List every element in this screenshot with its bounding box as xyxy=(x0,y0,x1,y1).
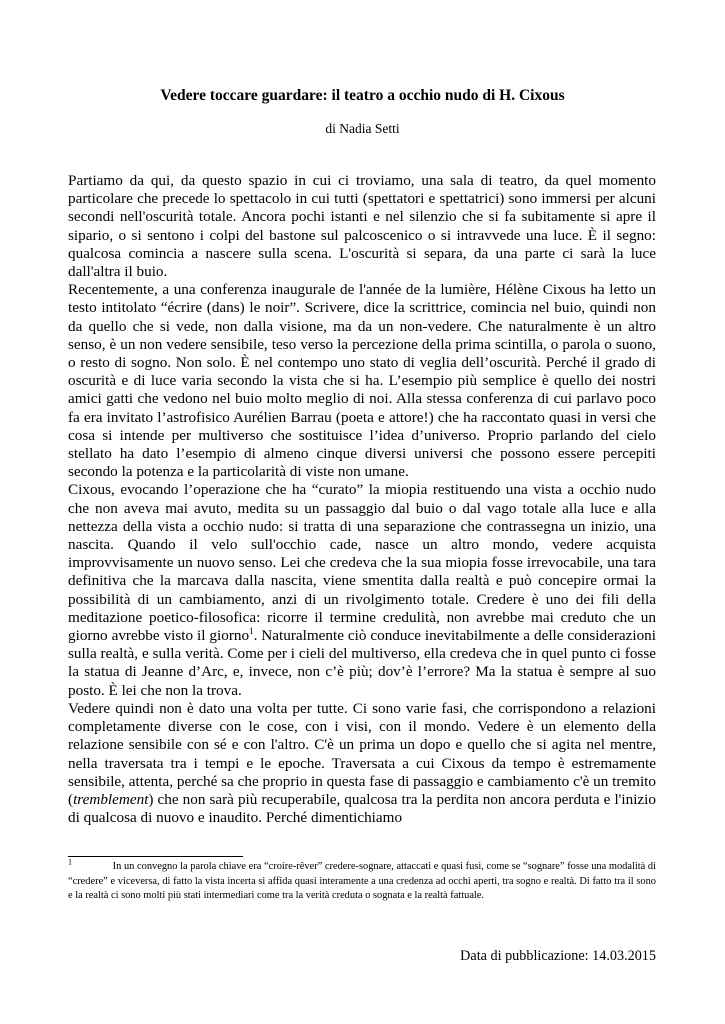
footnote-reference[interactable]: 1 xyxy=(249,626,254,637)
footnote-divider xyxy=(68,856,243,857)
paragraph-4-text-b: ) che non sarà più recuperabile, qualcosa tra la perdita non ancora perduta e l'inizio di qualcosa di nuovo e inaudito. Perché dimentichiamo xyxy=(68,790,656,827)
paragraph-1: Partiamo da qui, da questo spazio in cui ci troviamo, una sala di teatro, da quel momento particolare che precede lo spettacolo in cui tutti (spettatori e spettatrici) sono immersi per alcuni secondi nell'oscurità totale. Ancora pochi istanti e nel silenzio che si fa subitamente si apre il sipario, o si sentono i colpi del bastone sul palcoscenico o si intravvede una luce. È il segno: qualcosa comincia a nascere sulla scena. L'oscurità si separa, da una parte ci sarà la luce dall'altra il buio. xyxy=(68,172,656,281)
author-byline: di Nadia Setti xyxy=(325,121,400,136)
italic-term: tremblement xyxy=(73,790,149,808)
paragraph-3-text-a: Cixous, evocando l’operazione che ha “curato” la miopia restituendo una vista a occhio nudo che non aveva mai avuto, medita su un passaggio dal buio o dal vago totale alla luce e alla nettezza della vista a occhio nudo: si tratta di una separazione che contrassegna un inizio, una nascita. Quando il velo sull'occhio cade, nasce un altro mondo, vedere acquista improvvisamente un nuovo senso. Lei che credeva che la sua miopia fosse irrevocabile, una tara definitiva che la marcava dalla nascita, viene smentita dalla realtà e può concepire ormai la possibilità di un cambiamento, anzi di un rivolgimento totale. Credere è uno dei fili della meditazione poetico-filosofica: ricorre il termine credulità, non avrebbe mai creduto che un giorno avrebbe visto il giorno xyxy=(68,481,656,645)
paragraph-3 xyxy=(68,481,656,699)
footnote-number: 1 xyxy=(68,857,72,867)
paragraph-4-text-a: Vedere quindi non è dato una volta per tutte. Ci sono varie fasi, che corrispondono a relazioni completamente diverse con le cose, con i visi, con il mondo. Vedere è un elemento della relazione sensibile con sé e con l'altro. C'è un prima un dopo e quello che si agita nel mentre, nella traversata tra i tempi e le epoche. Traversata a cui Cixous da tempo è estremamente sensibile, attenta, perché sa che proprio in questa fase di passaggio e cambiamento c'è un tremito ( xyxy=(68,699,656,808)
article-body xyxy=(68,172,656,827)
paragraph-2: Recentemente, a una conferenza inaugurale de l'année de la lumière, Hélène Cixous ha letto un testo intitolato “écrire (dans) le noir”. Scrivere, dice la scrittrice, comincia nel buio, quindi non da quello che si vede, non dalla visione, ma da un non-vedere. Che naturalmente è un altro senso, è un non vedere sensibile, teso verso la percezione della prima scintilla, o parola o suono, o resto di sogno. Non solo. È nel contempo uno stato di veglia dell’oscurità. Perché il grado di oscurità e di luce varia secondo la vista che si ha. L’esempio più semplice è quello dei nostri amici gatti che vedono nel buio molto meglio di noi. Alla stessa conferenza di cui parlavo poco fa era invitato l’astrofisico Aurélien Barrau (poeta e attore!) che ha raccontato quasi in versi che cosa si intende per multiverso che sostituisce l’idea d’universo. Proprio parlando del cielo stellato ha dato l’esempio di almeno cinque diversi universi che possono essere percepiti secondo la potenza e la particolarità di viste non umane. xyxy=(68,281,656,481)
footnote xyxy=(68,857,656,904)
footnote-text: In un convegno la parola chiave era “croire-rêver” credere-sognare, attaccati e quasi fusi, come se “sognare” fosse una modalità di “credere” e viceversa, di fatto la vista incerta si affida quasi interamente a una credenza ad occhi aperti, tra sogno e realtà. Di fatto tra il sono e la realtà ci sono molti più stati intermediari come tra la verità creduta o sognata e la realtà fattuale. xyxy=(68,861,656,902)
document-title: Vedere toccare guardare: il teatro a occhio nudo di H. Cixous xyxy=(160,87,565,104)
publication-date: Data di pubblicazione: 14.03.2015 xyxy=(460,948,656,964)
paragraph-4 xyxy=(68,700,656,827)
paragraph-3-text-b: . Naturalmente ciò conduce inevitabilmente a delle considerazioni sulla realtà, e sulla verità. Come per i cieli del multiverso, ella credeva che in quel punto ci fosse la statua di Jeanne d’Arc, e, invece, non c’è più; dov’è l’errore? Ma la statua è sempre al suo posto. È lei che non la trova. xyxy=(68,627,656,699)
